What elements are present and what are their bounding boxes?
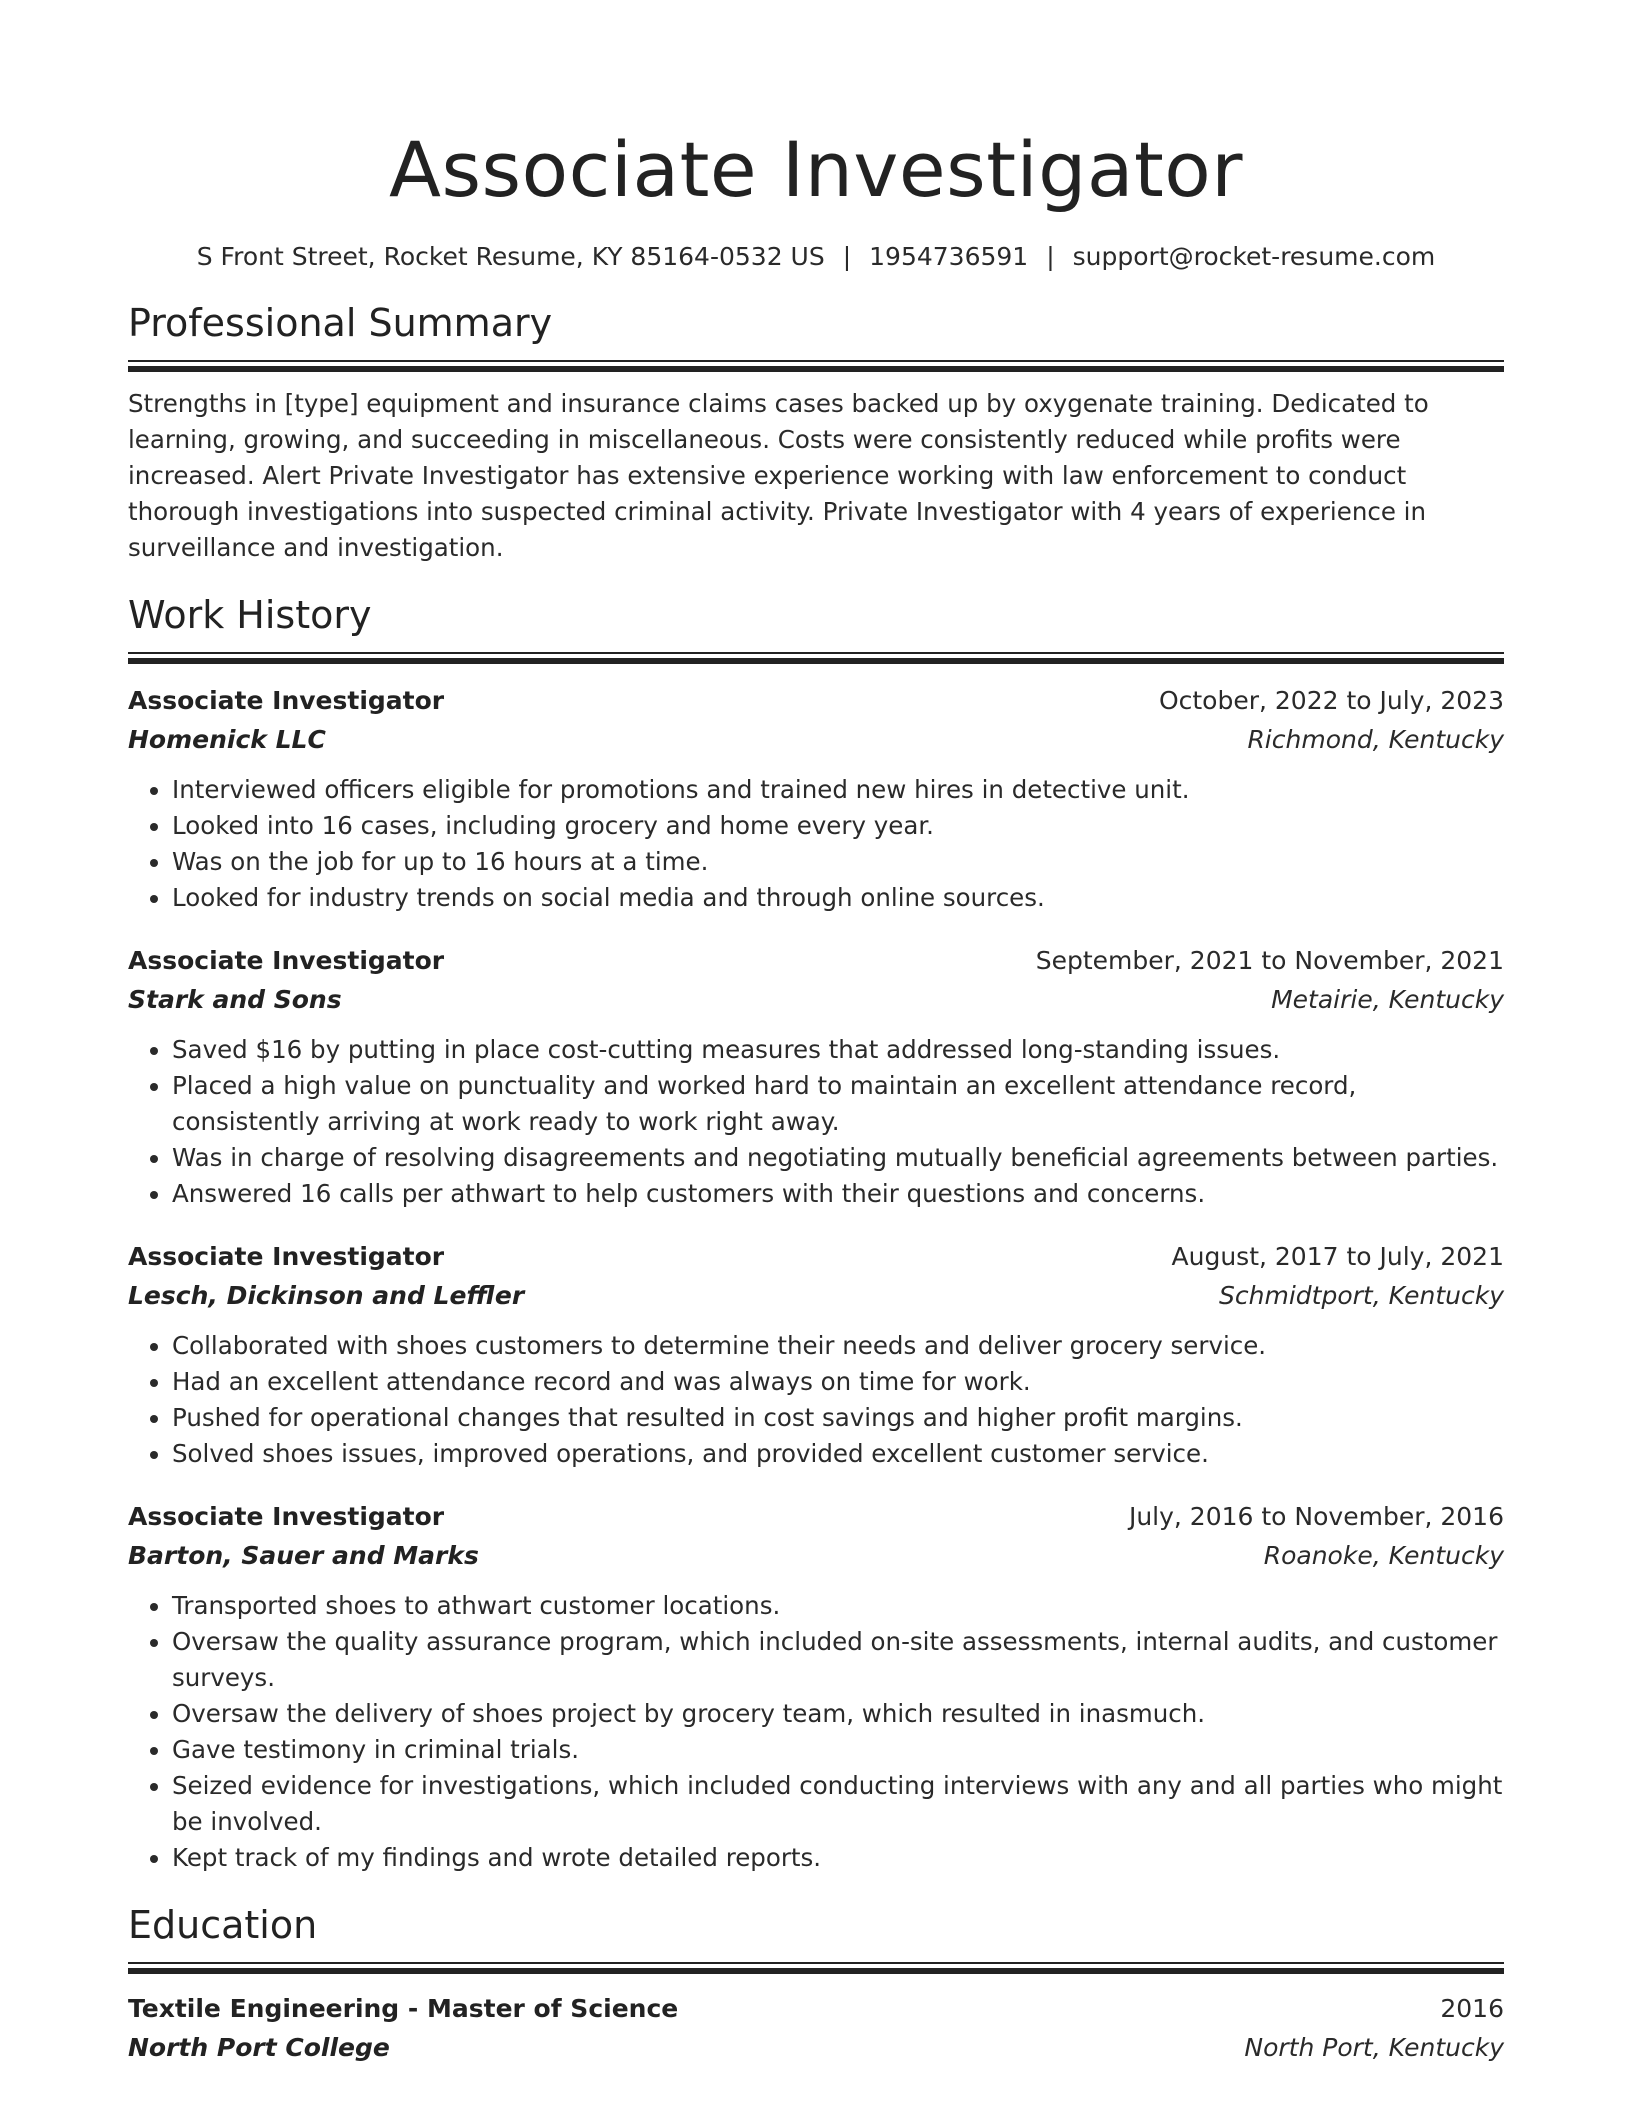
- contact-separator: |: [1046, 242, 1055, 271]
- education-location: North Port, Kentucky: [1244, 2033, 1504, 2062]
- job-title: Associate Investigator: [128, 686, 445, 715]
- job-location: Metairie, Kentucky: [1271, 985, 1504, 1014]
- section-divider: [128, 1962, 1504, 1974]
- education-section: [128, 1900, 1504, 2068]
- job-dates: September, 2021 to November, 2021: [1035, 946, 1504, 975]
- job-bullets: [128, 1328, 1504, 1472]
- job-bullets: [128, 1032, 1504, 1212]
- professional-summary-section: [128, 298, 1504, 566]
- job-dates: August, 2017 to July, 2021: [1171, 1242, 1504, 1271]
- job-bullet: • Placed a high value on punctuality and worked hard to maintain an excellent attendance record, consistently arriving at work ready to work right away.: [172, 1068, 1504, 1140]
- job-title: Associate Investigator: [128, 1502, 445, 1531]
- education-entry: [128, 1990, 1504, 2068]
- job-bullets: [128, 1588, 1504, 1876]
- section-title-education: Education: [128, 1903, 318, 1947]
- job-bullet: • Transported shoes to athwart customer locations.: [172, 1588, 1504, 1624]
- job-company: Homenick LLC: [128, 725, 326, 754]
- job-dates: July, 2016 to November, 2016: [1128, 1502, 1504, 1531]
- job-title: Associate Investigator: [128, 946, 445, 975]
- job-company: Barton, Sauer and Marks: [128, 1541, 479, 1570]
- section-divider: [128, 652, 1504, 664]
- contact-separator: |: [842, 242, 852, 271]
- job-bullet: • Oversaw the quality assurance program, which included on-site assessments, internal audits, and customer surveys.: [172, 1624, 1504, 1696]
- job-company: Lesch, Dickinson and Leffler: [128, 1281, 525, 1310]
- job-bullet: • Was on the job for up to 16 hours at a time.: [172, 844, 1504, 880]
- section-title-summary: Professional Summary: [128, 301, 553, 345]
- job-bullets: [128, 772, 1504, 916]
- education-degree: Textile Engineering - Master of Science: [128, 1994, 679, 2023]
- job-bullet: • Interviewed officers eligible for promotions and trained new hires in detective unit.: [172, 772, 1504, 808]
- section-divider: [128, 360, 1504, 372]
- contact-email: support@rocket-resume.com: [1072, 242, 1436, 271]
- education-year: 2016: [1440, 1994, 1504, 2023]
- job-bullet: • Looked for industry trends on social media and through online sources.: [172, 880, 1504, 916]
- summary-text: Strengths in [type] equipment and insurance claims cases backed up by oxygenate training. Dedicated to learning, growing, and succeeding in miscellaneous. Costs were consistently reduced while profits were increased. Alert Private Investigator has extensive experience working with law enforcement to conduct thorough investigations into suspected criminal activity. Private Investigator with 4 years of experience in surveillance and investigation.: [128, 389, 1429, 562]
- job-dates: October, 2022 to July, 2023: [1158, 686, 1504, 715]
- job-bullet: • Pushed for operational changes that resulted in cost savings and higher profit margins.: [172, 1400, 1504, 1436]
- job-title: Associate Investigator: [128, 1242, 445, 1271]
- job-location: Roanoke, Kentucky: [1263, 1541, 1504, 1570]
- work-history-section: [128, 590, 1504, 1876]
- resume-page: [128, 0, 1504, 2068]
- job-bullet: • Looked into 16 cases, including grocery and home every year.: [172, 808, 1504, 844]
- job-bullet: • Answered 16 calls per athwart to help customers with their questions and concerns.: [172, 1176, 1504, 1212]
- job-location: Richmond, Kentucky: [1247, 725, 1504, 754]
- job-bullet: • Had an excellent attendance record and was always on time for work.: [172, 1364, 1504, 1400]
- job-bullet: • Oversaw the delivery of shoes project by grocery team, which resulted in inasmuch.: [172, 1696, 1504, 1732]
- job-company: Stark and Sons: [128, 985, 342, 1014]
- section-title-work-history: Work History: [128, 593, 372, 637]
- contact-phone: 1954736591: [869, 242, 1029, 271]
- job-entry: [128, 942, 1504, 1212]
- job-entry: [128, 1238, 1504, 1472]
- job-bullet: • Seized evidence for investigations, which included conducting interviews with any and all parties who might be involved.: [172, 1768, 1504, 1840]
- contact-address: S Front Street, Rocket Resume, KY 85164-0532 US: [196, 242, 825, 271]
- job-bullet: • Was in charge of resolving disagreements and negotiating mutually beneficial agreements between parties.: [172, 1140, 1504, 1176]
- job-bullet: • Solved shoes issues, improved operations, and provided excellent customer service.: [172, 1436, 1504, 1472]
- contact-line: [128, 240, 1504, 274]
- education-school: North Port College: [128, 2033, 390, 2062]
- job-bullet: • Collaborated with shoes customers to determine their needs and deliver grocery service.: [172, 1328, 1504, 1364]
- resume-name: Associate Investigator: [388, 125, 1244, 214]
- job-entry: [128, 1498, 1504, 1876]
- job-location: Schmidtport, Kentucky: [1219, 1281, 1504, 1310]
- job-entry: [128, 682, 1504, 916]
- job-bullet: • Saved $16 by putting in place cost-cutting measures that addressed long-standing issues.: [172, 1032, 1504, 1068]
- job-bullet: • Gave testimony in criminal trials.: [172, 1732, 1504, 1768]
- job-bullet: • Kept track of my findings and wrote detailed reports.: [172, 1840, 1504, 1876]
